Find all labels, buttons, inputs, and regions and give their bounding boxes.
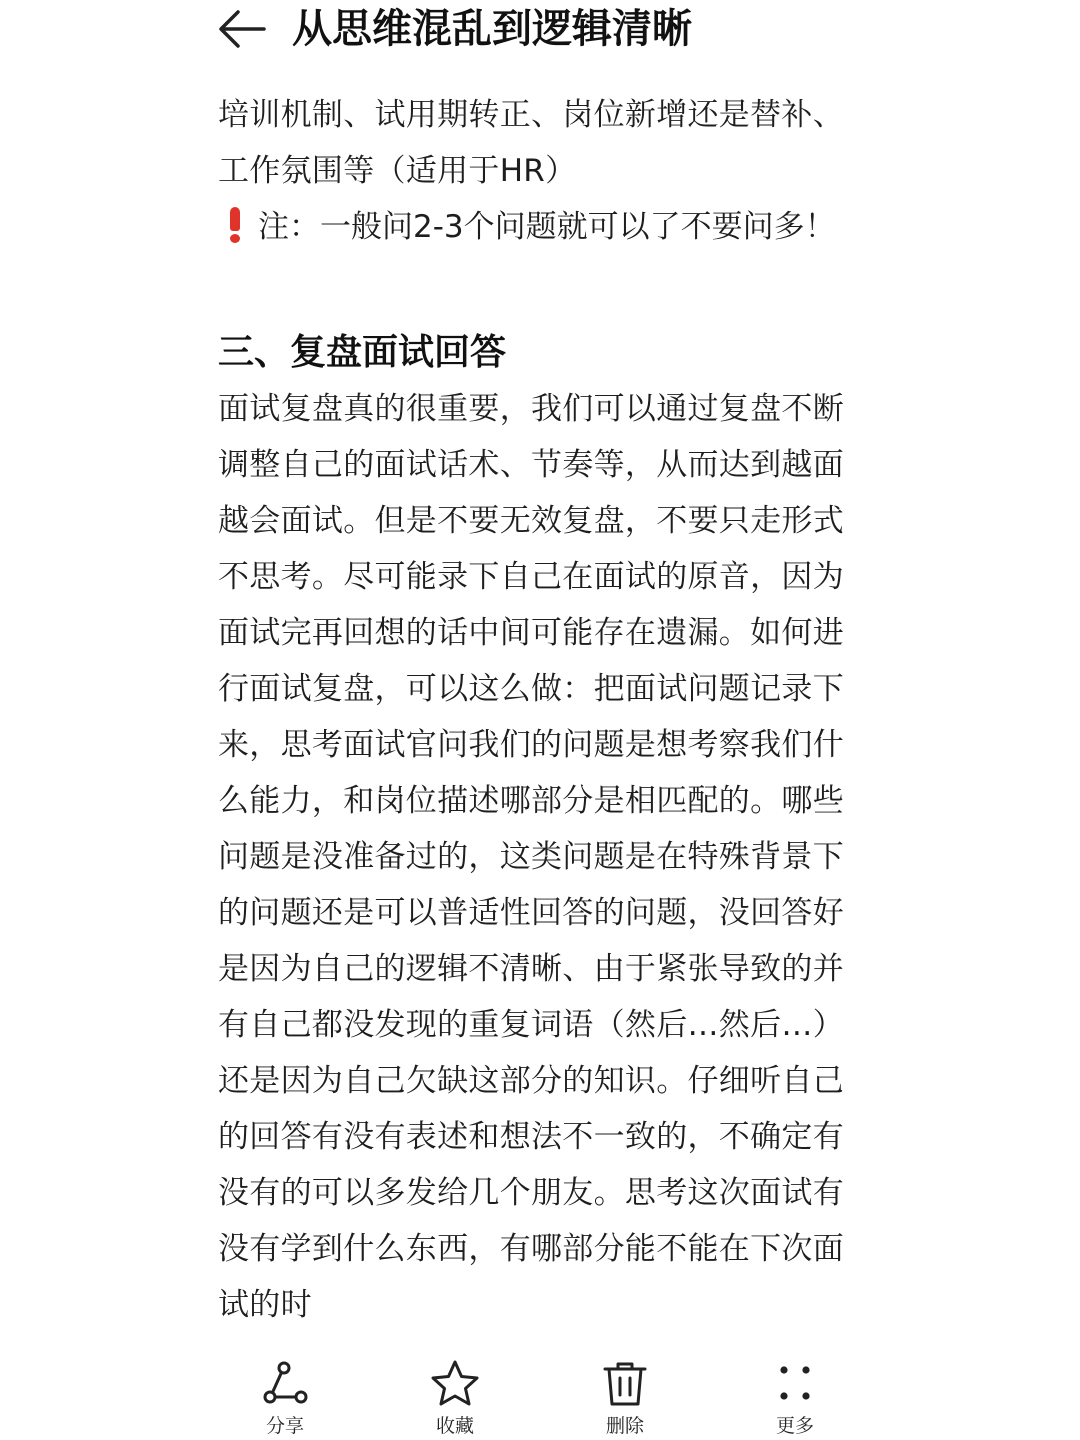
favorite-button[interactable] bbox=[395, 1358, 515, 1438]
more-label: 更多 bbox=[775, 1415, 814, 1437]
back-arrow-icon bbox=[214, 4, 270, 54]
trash-icon bbox=[599, 1358, 651, 1410]
favorite-label: 收藏 bbox=[435, 1415, 474, 1437]
section-heading: 三、复盘面试回答 bbox=[218, 332, 507, 373]
page-title: 从思维混乱到逻辑清晰 bbox=[292, 6, 692, 52]
more-button[interactable] bbox=[735, 1358, 855, 1438]
exclamation-mark-icon bbox=[226, 207, 244, 241]
article-content[interactable] bbox=[218, 87, 858, 1339]
delete-label: 删除 bbox=[605, 1415, 644, 1437]
delete-button[interactable] bbox=[565, 1358, 685, 1438]
share-button[interactable] bbox=[225, 1358, 345, 1438]
share-label: 分享 bbox=[265, 1415, 304, 1437]
more-dots-icon bbox=[769, 1358, 821, 1410]
back-button[interactable] bbox=[214, 4, 270, 54]
star-icon bbox=[429, 1358, 481, 1410]
share-icon bbox=[259, 1358, 311, 1410]
note-paragraph bbox=[218, 199, 858, 255]
top-bar bbox=[0, 0, 1080, 62]
note-text: 注：一般问2-3个问题就可以了不要问多！ bbox=[258, 209, 836, 245]
intro-paragraph: 培训机制、试用期转正、岗位新增还是替补、工作氛围等（适用于HR） bbox=[218, 97, 844, 189]
bottom-toolbar bbox=[0, 1340, 1080, 1440]
section-paragraph: 面试复盘真的很重要，我们可以通过复盘不断调整自己的面试话术、节奏等，从而达到越面越会面试。但是不要无效复盘，不要只走形式不思考。尽可能录下自己在面试的原音，因为面试完再回想的话中间可能存在遗漏。如何进行面试复盘，可以这么做：把面试问题记录下来，思考面试官问我们的问题是想考察我们什么能力，和岗位描述哪部分是相匹配的。哪些问题是没准备过的，这类问题是在特殊背景下的问题还是可以普适性回答的问题，没回答好是因为自己的逻辑不清晰、由于紧张导致的并有自己都没发现的重复词语（然后…然后…）还是因为自己欠缺这部分的知识。仔细听自己的回答有没有表述和想法不一致的，不确定有没有的可以多发给几个朋友。思考这次面试有没有学到什么东西，有哪部分能不能在下次面试的时 bbox=[218, 391, 844, 1323]
